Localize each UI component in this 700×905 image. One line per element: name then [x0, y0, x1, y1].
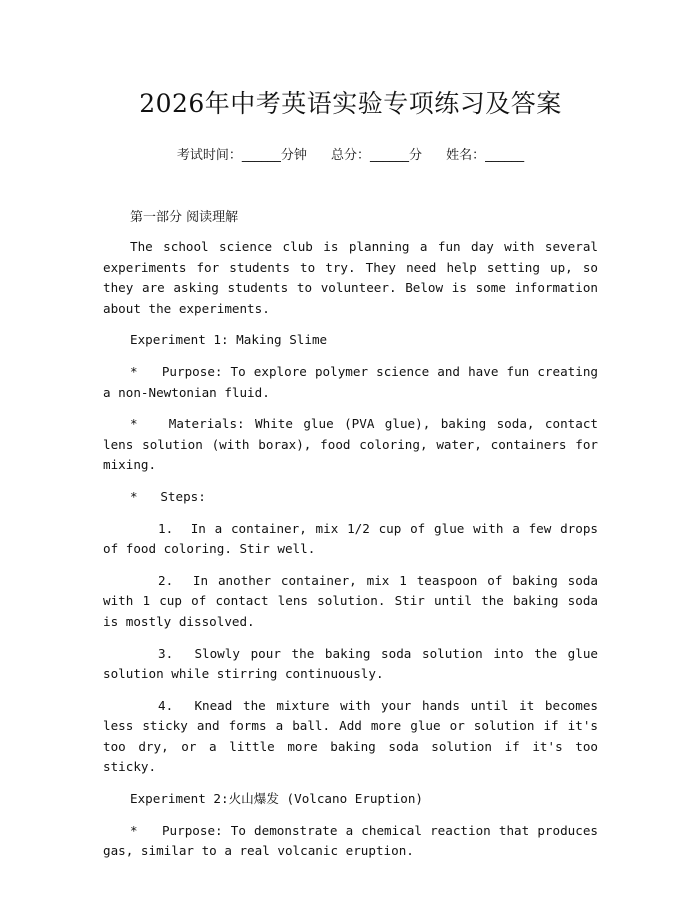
experiment-1-steps-label: * Steps: [130, 488, 206, 504]
student-name: 姓名：______ [446, 148, 525, 163]
experiment-2-title: Experiment 2:火山爆发 (Volcano Eruption) [130, 791, 424, 807]
experiment-2-purpose: * Purpose: To demonstrate a chemical reaction that produces gas, similar to a real volcanic eruption. [103, 822, 598, 859]
intro-paragraph: The school science club is planning a fun day with several experiments for students to try. They need help setting up, so they are asking students to volunteer. Below is some information about the experiments. [103, 239, 598, 316]
document-title: 2026年中考英语实验专项练习及答案 [139, 89, 562, 118]
step-item: 4. Knead the mixture with your hands until it becomes less sticky and forms a ball. Add more glue or solution if it's too dry, or a little more baking soda solution if it's too sticky. [103, 697, 598, 775]
section-heading: 第一部分 阅读理解 [130, 210, 239, 225]
step-item: 3. Slowly pour the baking soda solution into the glue solution while stirring continuously. [103, 645, 598, 682]
exam-time: 考试时间：______分钟 [176, 148, 307, 163]
step-item: 1. In a container, mix 1/2 cup of glue with a few drops of food coloring. Stir well. [103, 520, 598, 557]
experiment-1-title: Experiment 1: Making Slime [130, 332, 328, 348]
experiment-1-materials: * Materials: White glue (PVA glue), baking soda, contact lens solution (with borax), food coloring, water, containers for mixing. [103, 416, 598, 473]
exam-score: 总分：______分 [330, 148, 422, 163]
experiment-1-purpose: * Purpose: To explore polymer science and have fun creating a non-Newtonian fluid. [103, 363, 598, 400]
step-item: 2. In another container, mix 1 teaspoon of baking soda with 1 cup of contact lens solution. Stir until the baking soda is mostly dissolved. [103, 572, 598, 629]
exam-meta [103, 144, 598, 166]
